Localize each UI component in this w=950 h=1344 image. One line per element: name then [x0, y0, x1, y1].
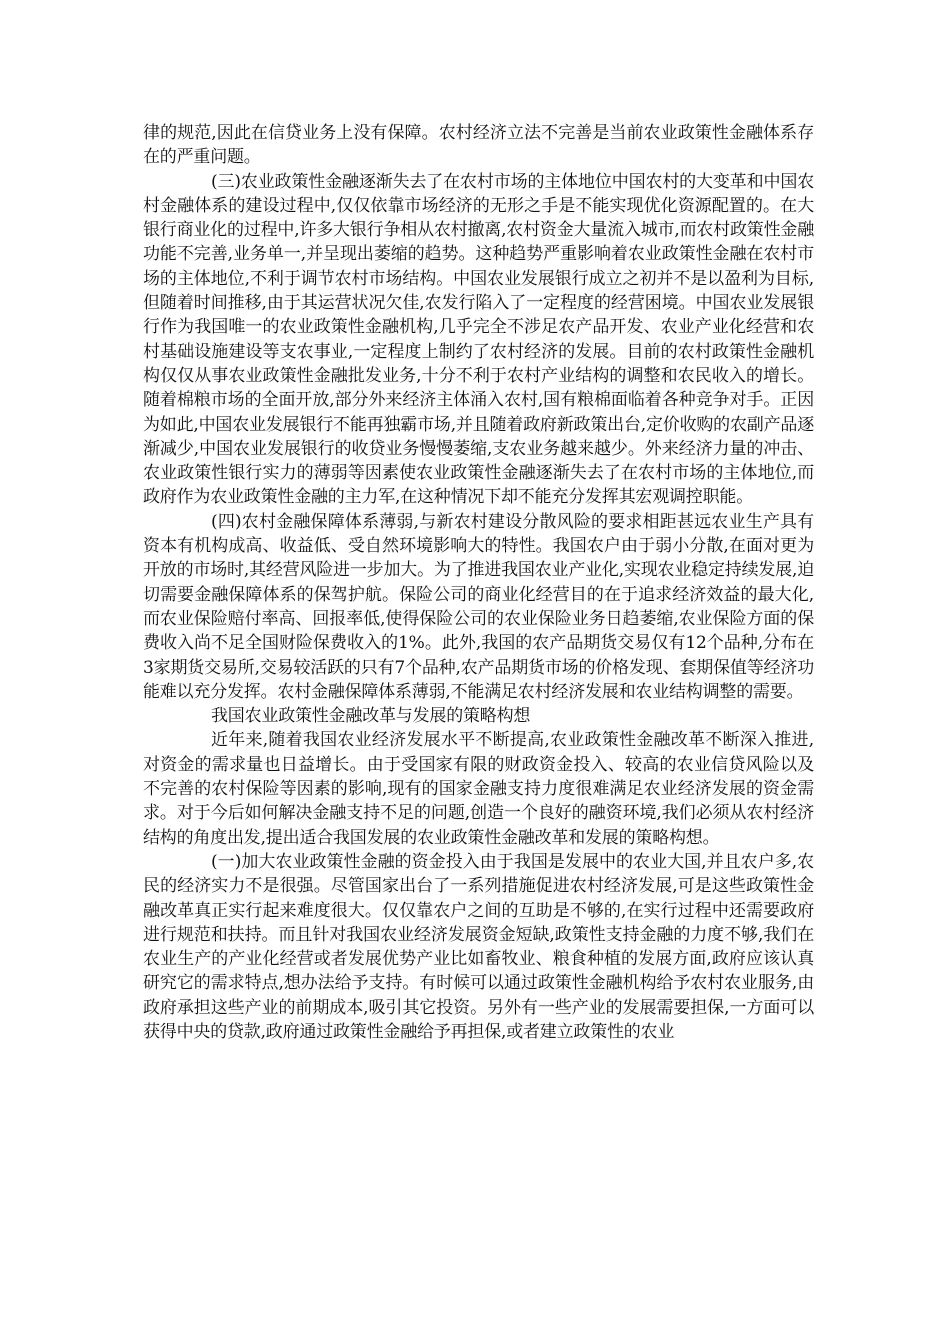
paragraph-continuation: 律的规范,因此在信贷业务上没有保障。农村经济立法不完善是当前农业政策性金融体系存在的严重问题。: [143, 123, 814, 168]
paragraph-strategy-1: (一)加大农业政策性金融的资金投入由于我国是发展中的农业大国,并且农户多,农民的经济实力不是很强。尽管国家出台了一系列措施促进农村经济发展,可是这些政策性金融改革真正实行起来难度很大。仅仅靠农户之间的互助是不够的,在实行过程中还需要政府进行规范和扶持。而且针对我国农业经济发展资金短缺,政策性支持金融的力度不够,我们在农业生产的产业化经营或者发展优势产业比如畜牧业、粮食种植的发展方面,政府应该认真研究它的需求特点,想办法给予支持。有时候可以通过政策性金融机构给予农村农业服务,由政府承担这些产业的前期成本,吸引其它投资。另外有一些产业的发展需要担保,一方面可以获得中央的贷款,政府通过政策性金融给予再担保,或者建立政策性的农业: [143, 851, 814, 1042]
paragraph-section-4: (四)农村金融保障体系薄弱,与新农村建设分散风险的要求相距甚远农业生产具有资本有机构成高、收益低、受自然环境影响大的特性。我国农户由于弱小分散,在面对更为开放的市场时,其经营风险进一步加大。为了推进我国农业产业化,实现农业稳定持续发展,迫切需要金融保障体系的保驾护航。保险公司的商业化经营目的在于追求经济效益的最大化,而农业保险赔付率高、回报率低,使得保险公司的农业保险业务日趋萎缩,农业保险方面的保费收入尚不足全国财险保费收入的1%。此外,我国的农产品期货交易仅有12个品种,分布在3家期货交易所,交易较活跃的只有7个品种,农产品期货市场的价格发现、套期保值等经济功能难以充分发挥。农村金融保障体系薄弱,不能满足农村经济发展和农业结构调整的需要。: [143, 511, 814, 702]
section-heading: 我国农业政策性金融改革与发展的策略构想: [211, 706, 531, 727]
article-body: [143, 121, 814, 1044]
paragraph-section-3: (三)农业政策性金融逐渐失去了在农村市场的主体地位中国农村的大变革和中国农村金融体系的建设过程中,仅仅依靠市场经济的无形之手是不能实现优化资源配置的。在大银行商业化的过程中,许多大银行争相从农村撤离,农村资金大量流入城市,而农村政策性金融功能不完善,业务单一,并呈现出萎缩的趋势。这种趋势严重影响着农业政策性金融在农村市场的主体地位,不利于调节农村市场结构。中国农业发展银行成立之初并不是以盈利为目标,但随着时间推移,由于其运营状况欠佳,农发行陷入了一定程度的经营困境。中国农业发展银行作为我国唯一的农业政策性金融机构,几乎完全不涉足农产品开发、农业产业化经营和农村基础设施建设等支农事业,一定程度上制约了农村经济的发展。目前的农村政策性金融机构仅仅从事农业政策性金融批发业务,十分不利于农村产业结构的调整和农民收入的增长。随着棉粮市场的全面开放,部分外来经济主体涌入农村,国有粮棉面临着各种竞争对手。正因为如此,中国农业发展银行不能再独霸市场,并且随着政府新政策出台,定价收购的农副产品逐渐减少,中国农业发展银行的收贷业务慢慢萎缩,支农业务越来越少。外来经济力量的冲击、农业政策性银行实力的薄弱等因素使农业政策性金融逐渐失去了在农村市场的主体地位,而政府作为农业政策性金融的主力军,在这种情况下却不能充分发挥其宏观调控职能。: [143, 171, 814, 508]
paragraph-intro: 近年来,随着我国农业经济发展水平不断提高,农业政策性金融改革不断深入推进,对资金的需求量也日益增长。由于受国家有限的财政资金投入、较高的农业信贷风险以及不完善的农村保险等因素的影响,现有的国家金融支持力度很难满足农业经济发展的资金需求。对于今后如何解决金融支持不足的问题,创造一个良好的融资环境,我们必须从农村经济结构的角度出发,提出适合我国发展的农业政策性金融改革和发展的策略构想。: [143, 730, 814, 848]
